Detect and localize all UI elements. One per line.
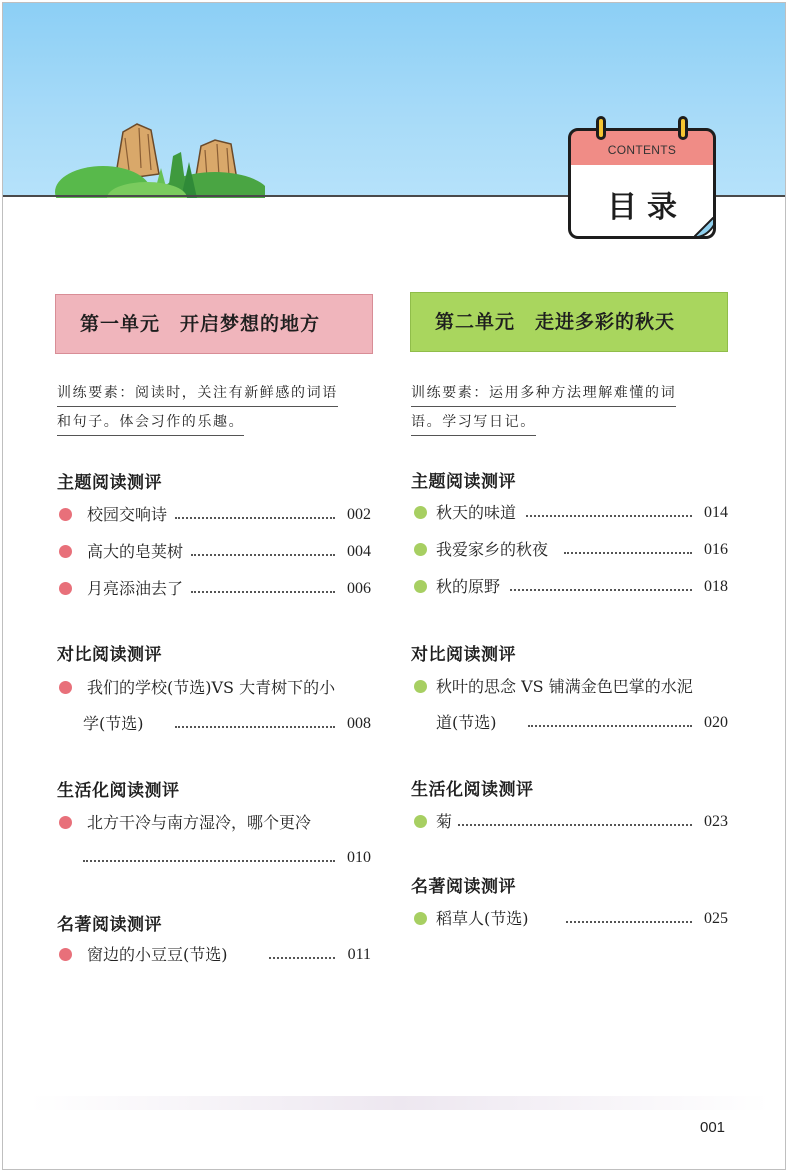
toc-entry[interactable] xyxy=(414,501,728,525)
dot-leader xyxy=(564,538,692,554)
calendar-ring-left xyxy=(596,116,606,140)
dot-leader xyxy=(528,711,692,727)
bullet-dot xyxy=(59,545,72,558)
toc-entry-continued[interactable] xyxy=(83,846,371,870)
entry-title: 月亮添油去了 xyxy=(87,579,184,598)
dot-leader xyxy=(175,712,335,728)
toc-entry[interactable] xyxy=(414,575,728,599)
entry-title-cont: 学(节选) xyxy=(83,714,144,733)
entry-page: 004 xyxy=(347,543,371,560)
requirement-line: 训练要素：运用多种方法理解难懂的词 xyxy=(411,380,676,407)
page-number: 001 xyxy=(700,1119,726,1136)
dot-leader xyxy=(269,943,335,959)
unit-2-banner xyxy=(410,292,728,352)
unit-1-number: 第一单元 xyxy=(80,314,161,335)
toc-entry[interactable] xyxy=(59,540,371,564)
calendar-ring-right xyxy=(678,116,688,140)
entry-title: 校园交响诗 xyxy=(87,505,168,524)
toc-entry-continued[interactable] xyxy=(83,712,371,736)
entry-title: 窗边的小豆豆(节选) xyxy=(87,945,228,964)
entry-title: 高大的皂荚树 xyxy=(87,542,184,561)
bullet-dot xyxy=(59,681,72,694)
bullet-dot xyxy=(414,680,427,693)
unit-1-section-life: 生活化阅读测评 xyxy=(57,781,180,800)
bullet-dot xyxy=(414,506,427,519)
unit-1-section-compare: 对比阅读测评 xyxy=(57,645,162,664)
bullet-dot xyxy=(59,582,72,595)
dot-leader xyxy=(175,503,335,519)
dot-leader xyxy=(191,540,335,556)
contents-label: CONTENTS xyxy=(607,143,677,157)
toc-entry[interactable] xyxy=(59,676,371,700)
unit-1-section-classics: 名著阅读测评 xyxy=(57,915,162,934)
unit-1-section-theme: 主题阅读测评 xyxy=(57,473,162,492)
unit-2-name: 走进多彩的秋天 xyxy=(535,312,676,333)
toc-entry-continued[interactable] xyxy=(436,711,728,735)
entry-title: 秋天的味道 xyxy=(436,503,517,522)
entry-page: 020 xyxy=(704,714,728,731)
contents-calendar xyxy=(568,116,720,242)
entry-page: 023 xyxy=(704,813,728,830)
bullet-dot xyxy=(414,580,427,593)
unit-2-section-theme: 主题阅读测评 xyxy=(411,472,516,491)
bullet-dot xyxy=(59,948,72,961)
requirement-line: 训练要素：阅读时，关注有新鲜感的词语 xyxy=(57,380,338,407)
bullet-dot xyxy=(414,543,427,556)
entry-title: 稻草人(节选) xyxy=(436,909,529,928)
entry-page: 011 xyxy=(347,946,371,963)
unit-2-requirements xyxy=(411,380,727,438)
toc-entry[interactable] xyxy=(59,943,371,967)
entry-title: 我爱家乡的秋夜 xyxy=(436,540,549,559)
bullet-dot xyxy=(414,815,427,828)
entry-page: 014 xyxy=(704,504,728,521)
entry-title: 秋叶的思念 VS 铺满金色巴掌的水泥 xyxy=(436,677,693,696)
unit-2-section-compare: 对比阅读测评 xyxy=(411,645,516,664)
bullet-dot xyxy=(414,912,427,925)
requirement-line: 和句子。体会习作的乐趣。 xyxy=(57,409,244,436)
toc-entry[interactable] xyxy=(414,538,728,562)
mountain-illustration xyxy=(55,110,265,198)
dot-leader xyxy=(510,575,692,591)
unit-1-requirements xyxy=(57,380,373,438)
unit-2-section-life: 生活化阅读测评 xyxy=(411,780,534,799)
dot-leader xyxy=(83,846,335,862)
entry-page: 016 xyxy=(704,541,728,558)
entry-page: 010 xyxy=(347,849,371,866)
unit-2-section-classics: 名著阅读测评 xyxy=(411,877,516,896)
dot-leader xyxy=(191,577,335,593)
entry-title: 北方干冷与南方湿冷，哪个更冷 xyxy=(87,813,312,832)
scan-artifact xyxy=(30,1096,770,1110)
unit-1-name: 开启梦想的地方 xyxy=(180,314,321,335)
toc-entry[interactable] xyxy=(59,811,371,835)
toc-entry[interactable] xyxy=(59,577,371,601)
entry-page: 025 xyxy=(704,910,728,927)
entry-page: 008 xyxy=(347,715,371,732)
bullet-dot xyxy=(59,508,72,521)
entry-title: 菊 xyxy=(436,812,453,831)
entry-page: 002 xyxy=(347,506,371,523)
toc-entry[interactable] xyxy=(414,907,728,931)
entry-title: 我们的学校(节选)VS 大青树下的小 xyxy=(87,678,336,697)
entry-title: 秋的原野 xyxy=(436,577,501,596)
unit-1-banner xyxy=(55,294,373,354)
page-title: 目录 xyxy=(607,191,687,224)
bullet-dot xyxy=(59,816,72,829)
unit-2-number: 第二单元 xyxy=(435,312,516,333)
toc-entry[interactable] xyxy=(414,810,728,834)
entry-page: 018 xyxy=(704,578,728,595)
toc-entry[interactable] xyxy=(414,675,728,699)
dot-leader xyxy=(566,907,692,923)
entry-title-cont: 道(节选) xyxy=(436,713,497,732)
toc-entry[interactable] xyxy=(59,503,371,527)
requirement-line: 语。学习写日记。 xyxy=(411,409,536,436)
page-curl-icon xyxy=(694,217,716,239)
dot-leader xyxy=(526,501,692,517)
dot-leader xyxy=(458,810,692,826)
entry-page: 006 xyxy=(347,580,371,597)
